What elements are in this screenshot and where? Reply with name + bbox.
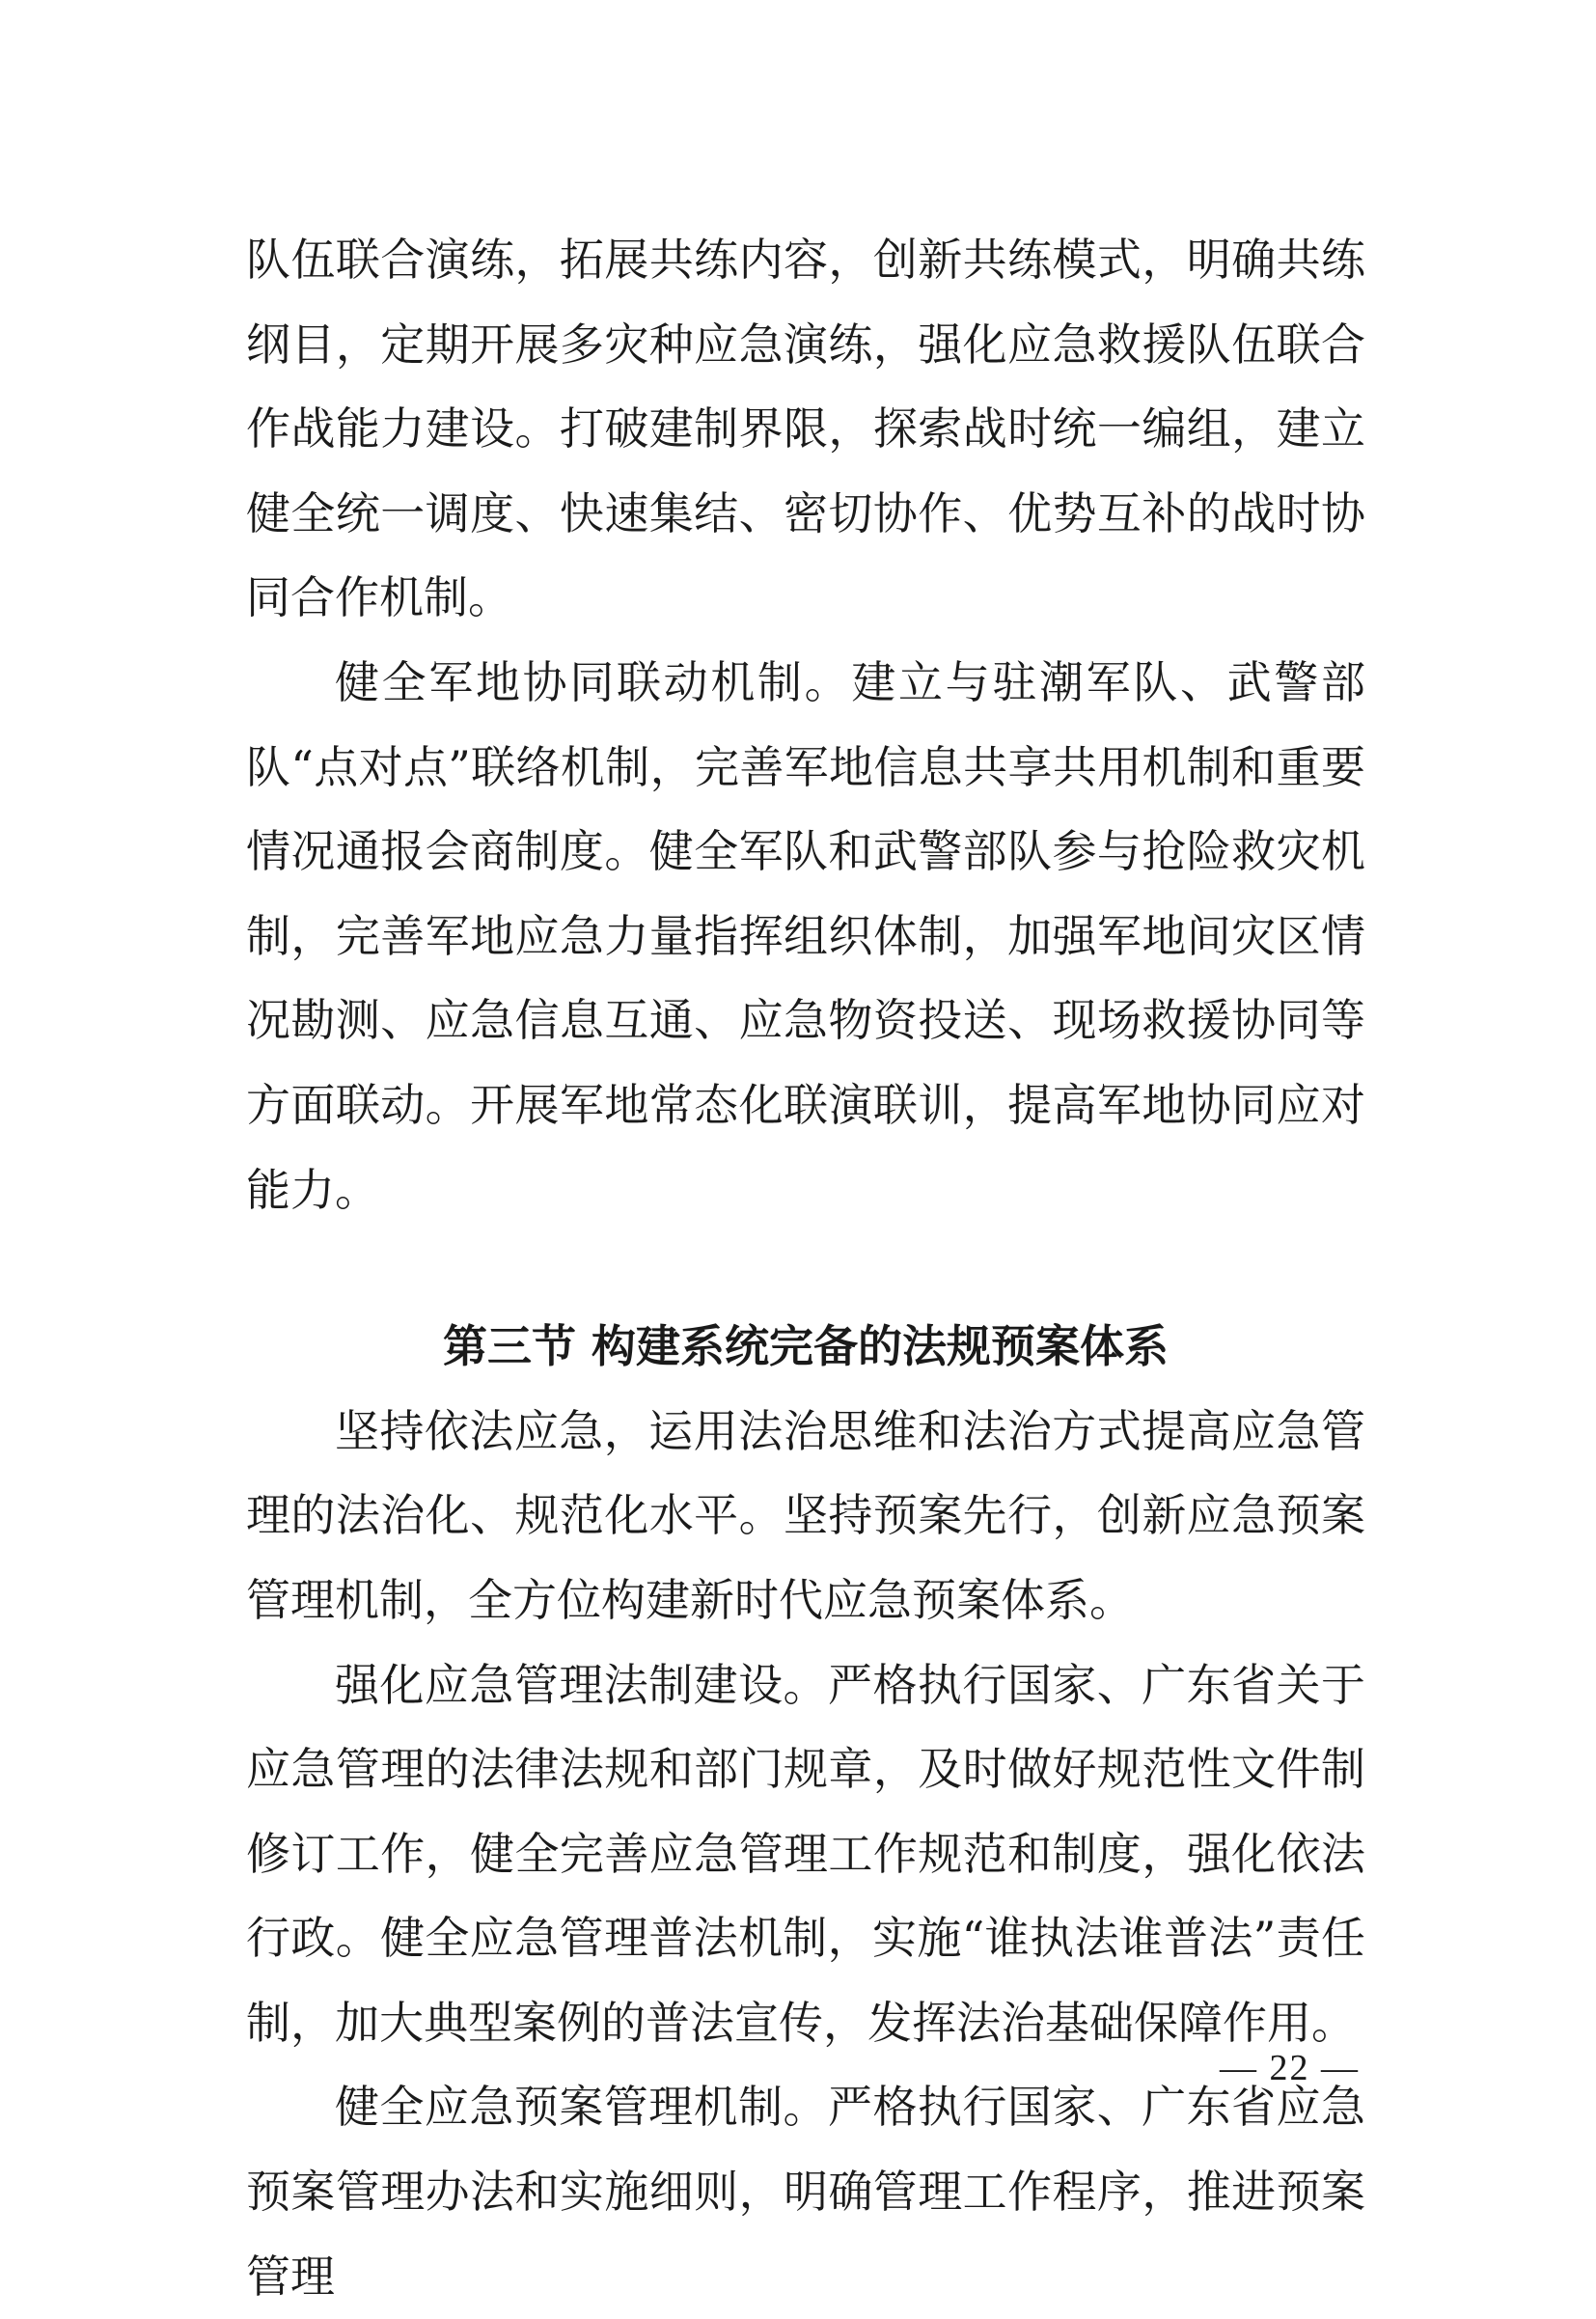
paragraph-lead: 健全应急预案管理机制。 [335, 2081, 828, 2134]
paragraph-lead: 强化应急管理法制建设。 [335, 1658, 828, 1711]
paragraph-text: 严格执行国家、广东省关于应急管理的法律法规和部门规章，及时做好规范性文件制修订工作，健全完善应急管理工作规范和制度，强化依法行政。健全应急管理普法机制，实施“谁执法谁普法”责任制，加大典型案例的普法宣传，发挥法治基础保障作用。 [246, 1658, 1365, 2049]
paragraph-emergency-plan-management [246, 2065, 1365, 2319]
page-number: — 22 — [1220, 2048, 1360, 2088]
paragraph-rule-of-law [246, 1390, 1365, 1643]
paragraph-text: 队伍联合演练，拓展共练内容，创新共练模式，明确共练纲目，定期开展多灾种应急演练，强化应急救援队伍联合作战能力建设。打破建制界限，探索战时统一编组，建立健全统一调度、快速集结、密切协作、优势互补的战时协同合作机制。 [246, 234, 1365, 624]
paragraph-military-civil-coordination [246, 641, 1365, 1232]
paragraph-continued-drills [246, 218, 1365, 641]
paragraph-text: 坚持依法应急，运用法治思维和法治方式提高应急管理的法治化、规范化水平。坚持预案先行，创新应急预案管理机制，全方位构建新时代应急预案体系。 [246, 1404, 1365, 1626]
paragraph-lead: 健全军地协同联动机制。 [335, 655, 852, 708]
paragraph-text: 建立与驻潮军队、武警部队“点对点”联络机制，完善军地信息共享共用机制和重要情况通报会商制度。健全军队和武警部队参与抢险救灾机制，完善军地应急力量指挥组织体制，加强军地间灾区情况勘测、应急信息互通、应急物资投送、现场救援协同等方面联动。开展军地常态化联演联训，提高军地协同应对能力。 [246, 655, 1366, 1216]
paragraph-text: 严格执行国家、广东省应急预案管理办法和实施细则，明确管理工作程序，推进预案管理 [246, 2081, 1365, 2303]
paragraph-legal-system [246, 1643, 1365, 2066]
document-body [246, 218, 1365, 2319]
section-heading: 第三节 构建系统完备的法规预案体系 [442, 1320, 1169, 1373]
section-spacer [246, 1232, 1365, 1305]
